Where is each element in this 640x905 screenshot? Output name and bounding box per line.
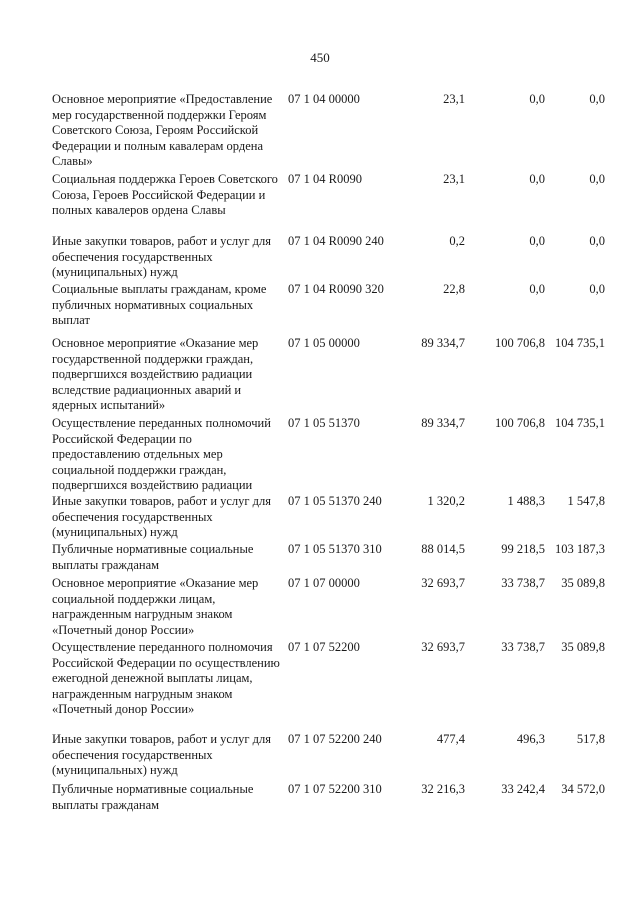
row-value-1: 477,4 [436, 732, 465, 746]
row-value-2: 100 706,8 [495, 416, 545, 430]
row-value-1: 1 320,2 [427, 494, 465, 508]
row-code: 07 1 05 00000 [288, 336, 360, 350]
row-name: Публичные нормативные социальные выплаты гражданам [52, 542, 254, 572]
row-value-2: 0,0 [529, 282, 545, 296]
row-value-3: 35 089,8 [561, 640, 605, 654]
row-name: Основное мероприятие «Предоставление мер государственной поддержки Героям Советского Союза, Героям Российской Федерации и полным кавалерам ордена Славы» [52, 92, 273, 168]
row-value-1: 88 014,5 [421, 542, 465, 556]
row-value-1: 89 334,7 [421, 416, 465, 430]
row-value-1: 0,2 [449, 234, 465, 248]
row-code: 07 1 04 R0090 240 [288, 234, 384, 248]
row-code: 07 1 05 51370 240 [288, 494, 382, 508]
row-value-2: 0,0 [529, 172, 545, 186]
row-value-2: 33 242,4 [501, 782, 545, 796]
row-value-1: 89 334,7 [421, 336, 465, 350]
row-value-2: 0,0 [529, 92, 545, 106]
row-code: 07 1 05 51370 [288, 416, 360, 430]
row-name: Иные закупки товаров, работ и услуг для обеспечения государственных (муниципальных) нужд [52, 494, 272, 539]
row-value-1: 23,1 [443, 92, 465, 106]
row-code: 07 1 07 52200 [288, 640, 360, 654]
row-code: 07 1 07 00000 [288, 576, 360, 590]
row-name: Основное мероприятие «Оказание мер государственной поддержки граждан, подвергшихся воздействию радиации вследствие радиационных аварий и ядерных испытаний» [52, 336, 259, 412]
row-name: Публичные нормативные социальные выплаты гражданам [52, 782, 254, 812]
row-value-1: 22,8 [443, 282, 465, 296]
row-value-2: 0,0 [529, 234, 545, 248]
row-value-3: 0,0 [589, 92, 605, 106]
row-value-2: 33 738,7 [501, 576, 545, 590]
row-name: Социальная поддержка Героев Советского Союза, Героев Российской Федерации и полных кавалеров ордена Славы [52, 172, 278, 217]
row-name: Социальные выплаты гражданам, кроме публичных нормативных социальных выплат [52, 282, 267, 327]
row-code: 07 1 05 51370 310 [288, 542, 382, 556]
row-value-2: 99 218,5 [501, 542, 545, 556]
row-value-3: 35 089,8 [561, 576, 605, 590]
row-code: 07 1 04 00000 [288, 92, 360, 106]
row-value-3: 34 572,0 [561, 782, 605, 796]
row-value-1: 32 693,7 [421, 640, 465, 654]
row-code: 07 1 04 R0090 320 [288, 282, 384, 296]
row-code: 07 1 07 52200 240 [288, 732, 382, 746]
row-value-3: 0,0 [589, 172, 605, 186]
row-code: 07 1 04 R0090 [288, 172, 362, 186]
page-number: 450 [310, 50, 330, 65]
row-value-1: 32 216,3 [421, 782, 465, 796]
row-value-3: 104 735,1 [555, 416, 605, 430]
row-value-3: 104 735,1 [555, 336, 605, 350]
row-value-3: 103 187,3 [555, 542, 605, 556]
row-name: Иные закупки товаров, работ и услуг для обеспечения государственных (муниципальных) нужд [52, 732, 272, 777]
row-name: Иные закупки товаров, работ и услуг для обеспечения государственных (муниципальных) нужд [52, 234, 272, 279]
row-name: Основное мероприятие «Оказание мер социальной поддержки лицам, награжденным нагрудным знаком «Почетный донор России» [52, 576, 259, 637]
row-code: 07 1 07 52200 310 [288, 782, 382, 796]
row-name: Осуществление переданного полномочия Российской Федерации по осуществлению ежегодной денежной выплаты лицам, награжденным нагрудным знаком «Почетный донор России» [52, 640, 280, 716]
row-value-1: 32 693,7 [421, 576, 465, 590]
row-value-1: 23,1 [443, 172, 465, 186]
row-value-2: 1 488,3 [507, 494, 545, 508]
row-value-3: 0,0 [589, 282, 605, 296]
row-value-3: 0,0 [589, 234, 605, 248]
row-value-3: 1 547,8 [567, 494, 605, 508]
row-value-2: 100 706,8 [495, 336, 545, 350]
row-name: Осуществление переданных полномочий Российской Федерации по предоставлению отдельных мер социальной поддержки граждан, подвергшихся воздействию радиации [52, 416, 271, 492]
row-value-2: 496,3 [516, 732, 545, 746]
row-value-2: 33 738,7 [501, 640, 545, 654]
row-value-3: 517,8 [576, 732, 605, 746]
